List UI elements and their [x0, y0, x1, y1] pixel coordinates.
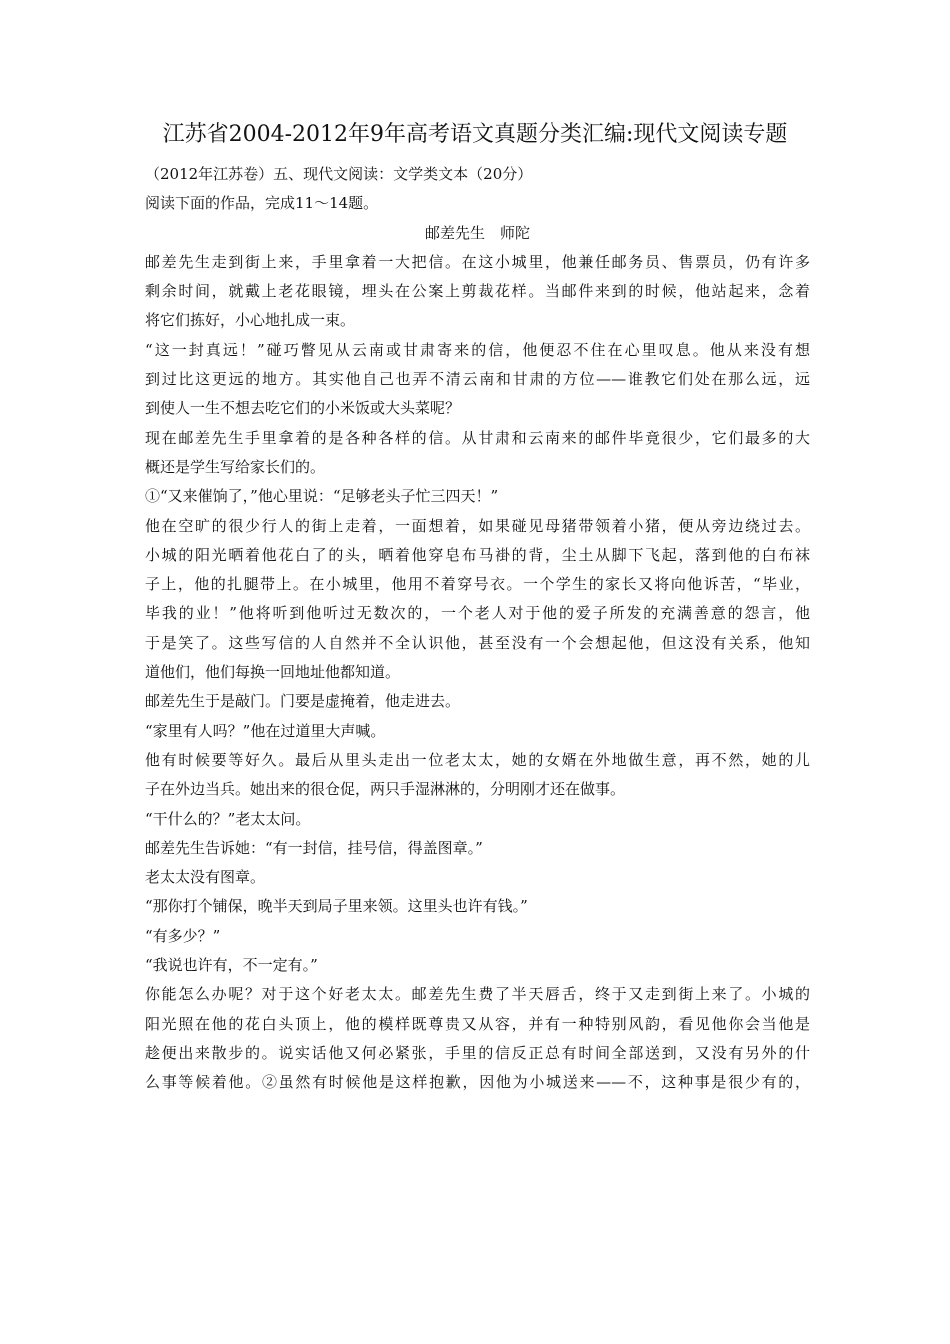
story-title: 邮差先生 师陀: [424, 223, 530, 242]
paragraph-line: 道他们，他们每换一回地址他都知道。: [145, 663, 401, 682]
paragraph-line: 么事等候着他。②虽然有时候他是这样抱歉，因他为小城送来——不，这种事是很少有的，: [145, 1073, 810, 1092]
paragraph-line: 小城的阳光晒着他花白了的头，晒着他穿皂布马褂的背，尘土从脚下飞起，落到他的白布袜: [145, 545, 810, 564]
paragraph-line: 毕我的业！”他将听到他听过无数次的，一个老人对于他的爱子所发的充满善意的怨言，他: [145, 604, 810, 623]
paragraph-line: 子上，他的扎腿带上。在小城里，他用不着穿号衣。一个学生的家长又将向他诉苦，“毕业，: [145, 575, 810, 594]
paragraph-line: 趁便出来散步的。说实话他又何必紧张，手里的信反正总有时间全部送到，又没有另外的什: [145, 1043, 810, 1062]
instruction-text: 阅读下面的作品，完成11～14题。: [145, 194, 379, 213]
document-title: 江苏省2004-2012年9年高考语文真题分类汇编:现代文阅读专题: [162, 122, 788, 147]
document-body: [145, 160, 810, 1098]
paragraph-line: 邮差先生走到街上来，手里拿着一大把信。在这小城里，他兼任邮务员、售票员，仍有许多: [145, 252, 810, 271]
paragraph-line: 到使人一生不想去吃它们的小米饭或大头菜呢？: [145, 399, 461, 418]
paragraph-line: “有多少？”: [145, 926, 221, 945]
paragraph-line: “这一封真远！”碰巧瞥见从云南或甘肃寄来的信，他便忍不住在心里叹息。他从来没有想: [145, 340, 810, 359]
paragraph-line: 老太太没有图章。: [145, 868, 266, 887]
paragraph-line: ①“又来催饷了，”他心里说：“足够老头子忙三四天！”: [145, 487, 499, 506]
paragraph-line: 现在邮差先生手里拿着的是各种各样的信。从甘肃和云南来的邮件毕竟很少，它们最多的大: [145, 428, 810, 447]
paragraph-line: 他有时候要等好久。最后从里头走出一位老太太，她的女婿在外地做生意，再不然，她的儿: [145, 750, 810, 769]
paragraph-line: 于是笑了。这些写信的人自然并不全认识他，甚至没有一个会想起他，但这没有关系，他知: [145, 633, 810, 652]
paragraph-line: 你能怎么办呢？对于这个好老太太。邮差先生费了半天唇舌，终于又走到街上来了。小城的: [145, 985, 810, 1004]
section-heading: （2012年江苏卷）五、现代文阅读：文学类文本（20分）: [145, 165, 533, 183]
paragraph-line: 概还是学生写给家长们的。: [145, 457, 326, 476]
paragraph-line: “家里有人吗？”他在过道里大声喊。: [145, 721, 386, 740]
paragraph-line: 阳光照在他的花白头顶上，他的模样既尊贵又从容，并有一种特别风韵，看见他你会当他是: [145, 1014, 810, 1033]
paragraph-line: “干什么的？”老太太问。: [145, 809, 311, 828]
paragraph-line: 到过比这更远的地方。其实他自己也弄不清云南和甘肃的方位——谁教它们处在那么远，远: [145, 370, 810, 389]
paragraph-line: 子在外边当兵。她出来的很仓促，两只手湿淋淋的，分明刚才还在做事。: [145, 780, 626, 799]
paragraph-line: 剩余时间，就戴上老花眼镜，埋头在公案上剪裁花样。当邮件来到的时候，他站起来，念着: [145, 282, 810, 301]
paragraph-line: “那你打个铺保，晚半天到局子里来领。这里头也许有钱。”: [145, 897, 528, 916]
paragraph-line: 将它们拣好，小心地扎成一束。: [145, 311, 356, 330]
paragraph-line: 他在空旷的很少行人的街上走着，一面想着，如果碰见母猪带领着小猪，便从旁边绕过去。: [145, 516, 810, 535]
paragraph-line: 邮差先生于是敲门。门要是虚掩着，他走进去。: [145, 692, 461, 711]
paragraph-line: “我说也许有，不一定有。”: [145, 956, 318, 975]
paragraph-line: 邮差先生告诉她：“有一封信，挂号信，得盖图章。”: [145, 838, 483, 857]
